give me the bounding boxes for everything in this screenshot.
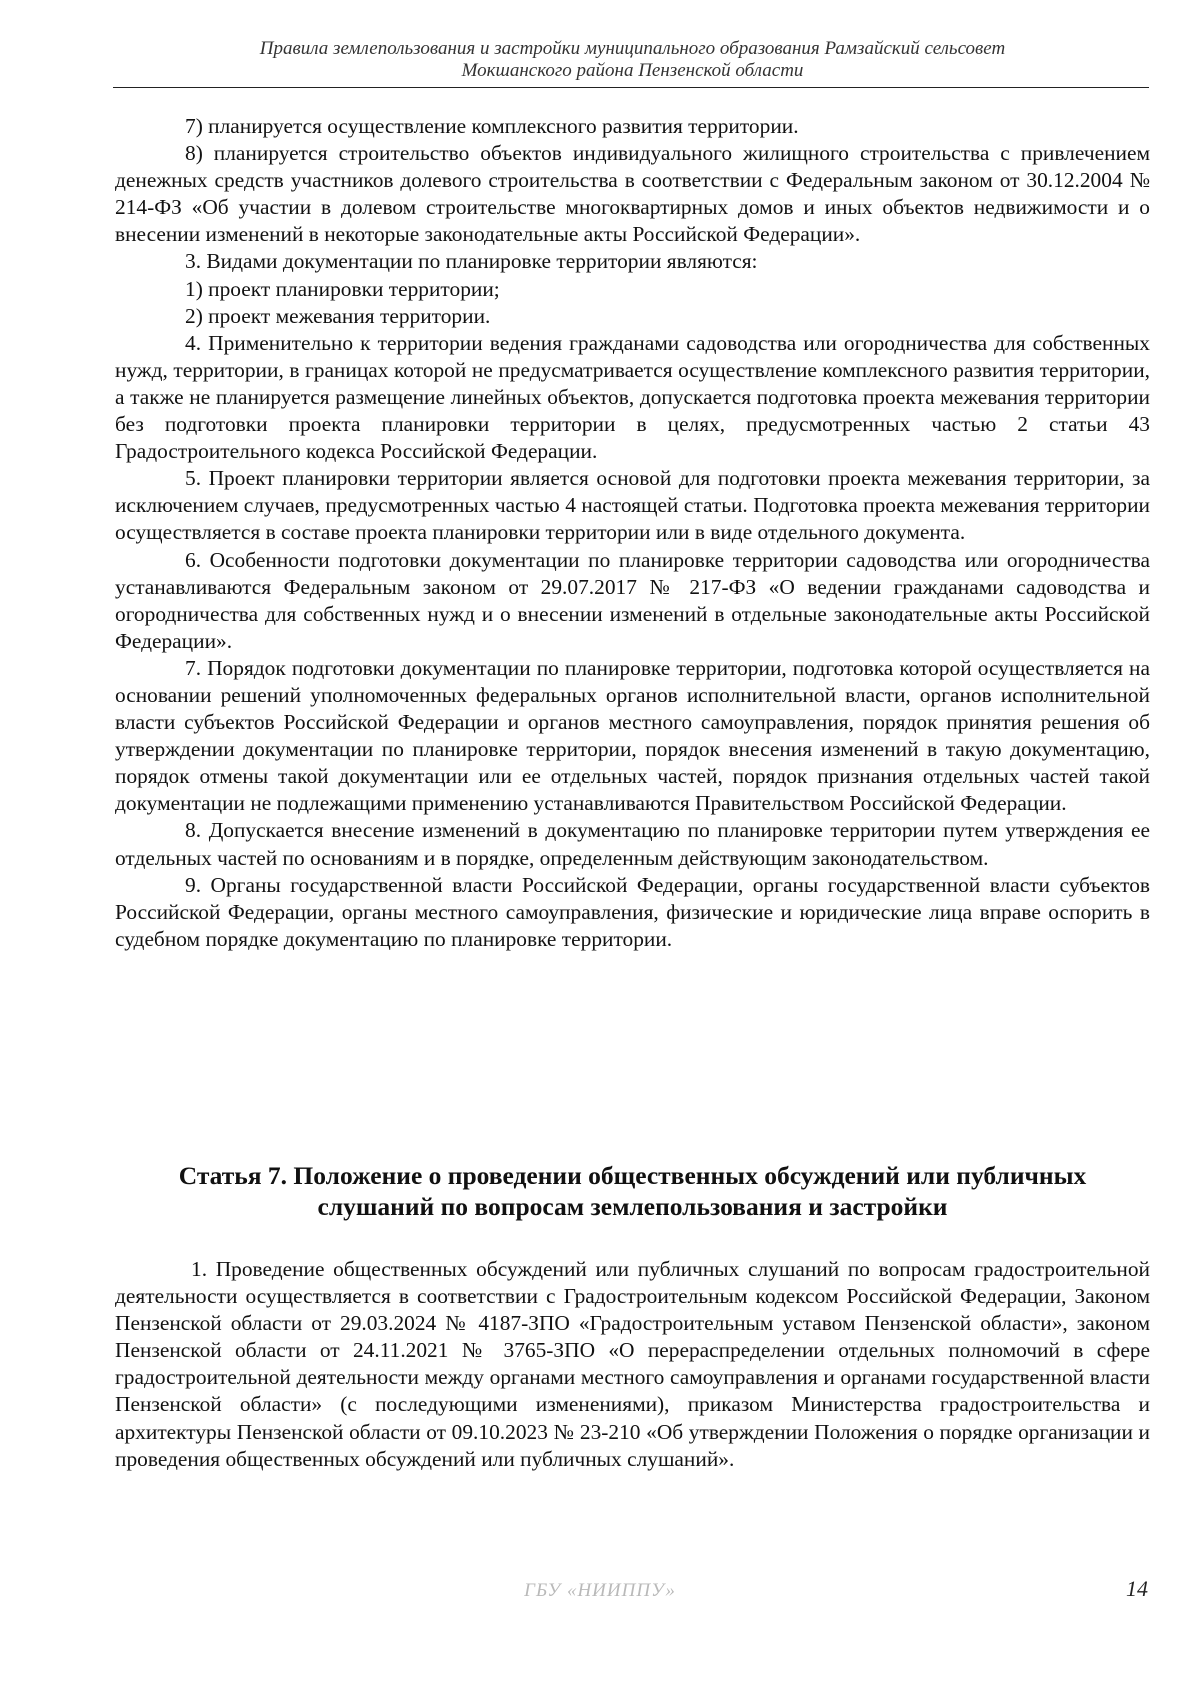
heading-line-2: слушаний по вопросам землепользования и застройки (317, 1192, 948, 1221)
paragraph: 1. Проведение общественных обсуждений или публичных слушаний по вопросам градостроительной деятельности осуществляется в соответствии с Градостроительным кодексом Российской Федерации, Законом Пензенской области от 29.03.2024 № 4187-ЗПО «Градостроительным уставом Пензенской области», законом Пензенской области от 24.11.2021 № 3765-ЗПО «О перераспределении отдельных полномочий в сфере градостроительной деятельности между органами местного самоуправления и органами государственной власти Пензенской области» (с последующими изменениями), приказом Министерства градостроительства и архитектуры Пензенской области от 09.10.2023 № 23-210 «Об утверждении Положения о порядке организации и проведения общественных обсуждений или публичных слушаний». (115, 1257, 1150, 1471)
page-number: 14 (1126, 1576, 1148, 1601)
header-line-2: Мокшанского района Пензенской области (461, 60, 804, 81)
paragraph: 8) планируется строительство объектов индивидуального жилищного строительства с привлечением денежных средств участников долевого строительства в соответствии с Федеральным законом от 30.12.2004 № 214-ФЗ «Об участии в долевом строительстве многоквартирных домов и иных объектов недвижимости и о внесении изменений в некоторые законодательные акты Российской Федерации». (115, 141, 1150, 247)
heading-line-1: Статья 7. Положение о проведении общественных обсуждений или публичных (178, 1161, 1087, 1190)
article-heading (115, 1160, 1150, 1222)
paragraph: 5. Проект планировки территории является основой для подготовки проекта межевания территории, за исключением случаев, предусмотренных частью 4 настоящей статьи. Подготовка проекта межевания территории осуществляется в составе проекта планировки территории или в виде отдельного документа. (115, 466, 1150, 545)
footer-organization: ГБУ «НИИППУ» (524, 1580, 676, 1601)
header-line-1: Правила землепользования и застройки муниципального образования Рамзайский сельсовет (259, 38, 1006, 59)
paragraph: 7. Порядок подготовки документации по планировке территории, подготовка которой осуществляется на основании решений уполномоченных федеральных органов исполнительной власти, органов исполнительной власти субъектов Российской Федерации и органов местного самоуправления, порядок принятия решения об утверждении документации по планировке территории, порядок внесения изменений в такую документацию, порядок отмены такой документации или ее отдельных частей, порядок признания отдельных частей такой документации не подлежащими применению устанавливаются Правительством Российской Федерации. (115, 655, 1150, 816)
body-text (115, 113, 1150, 953)
paragraph: 6. Особенности подготовки документации по планировке территории садоводства или огородничества устанавливаются Федеральным законом от 29.07.2017 № 217-ФЗ «О ведении гражданами садоводства и огородничества для собственных нужд и о внесении изменений в отдельные законодательные акты Российской Федерации». (115, 547, 1150, 653)
paragraph: 8. Допускается внесение изменений в документацию по планировке территории путем утверждения ее отдельных частей по основаниям и в порядке, определенным действующим законодательством. (115, 818, 1150, 870)
paragraph: 4. Применительно к территории ведения гражданами садоводства или огородничества для собственных нужд, территории, в границах которой не предусматривается осуществление комплексного развития территории, а также не планируется размещение линейных объектов, допускается подготовка проекта межевания территории без подготовки проекта планировки территории в целях, предусмотренных частью 2 статьи 43 Градостроительного кодекса Российской Федерации. (115, 330, 1150, 464)
paragraph: 2) проект межевания территории. (185, 303, 491, 328)
paragraph: 7) планируется осуществление комплексного развития территории. (185, 114, 799, 138)
running-header (115, 38, 1150, 82)
article-body (115, 1256, 1150, 1473)
paragraph: 3. Видами документации по планировке территории являются: (185, 249, 758, 274)
header-rule (113, 87, 1149, 88)
paragraph: 9. Органы государственной власти Российской Федерации, органы государственной власти субъектов Российской Федерации, органы местного самоуправления, физические и юридические лица вправе оспорить в судебном порядке документацию по планировке территории. (115, 872, 1150, 951)
paragraph: 1) проект планировки территории; (185, 276, 500, 301)
